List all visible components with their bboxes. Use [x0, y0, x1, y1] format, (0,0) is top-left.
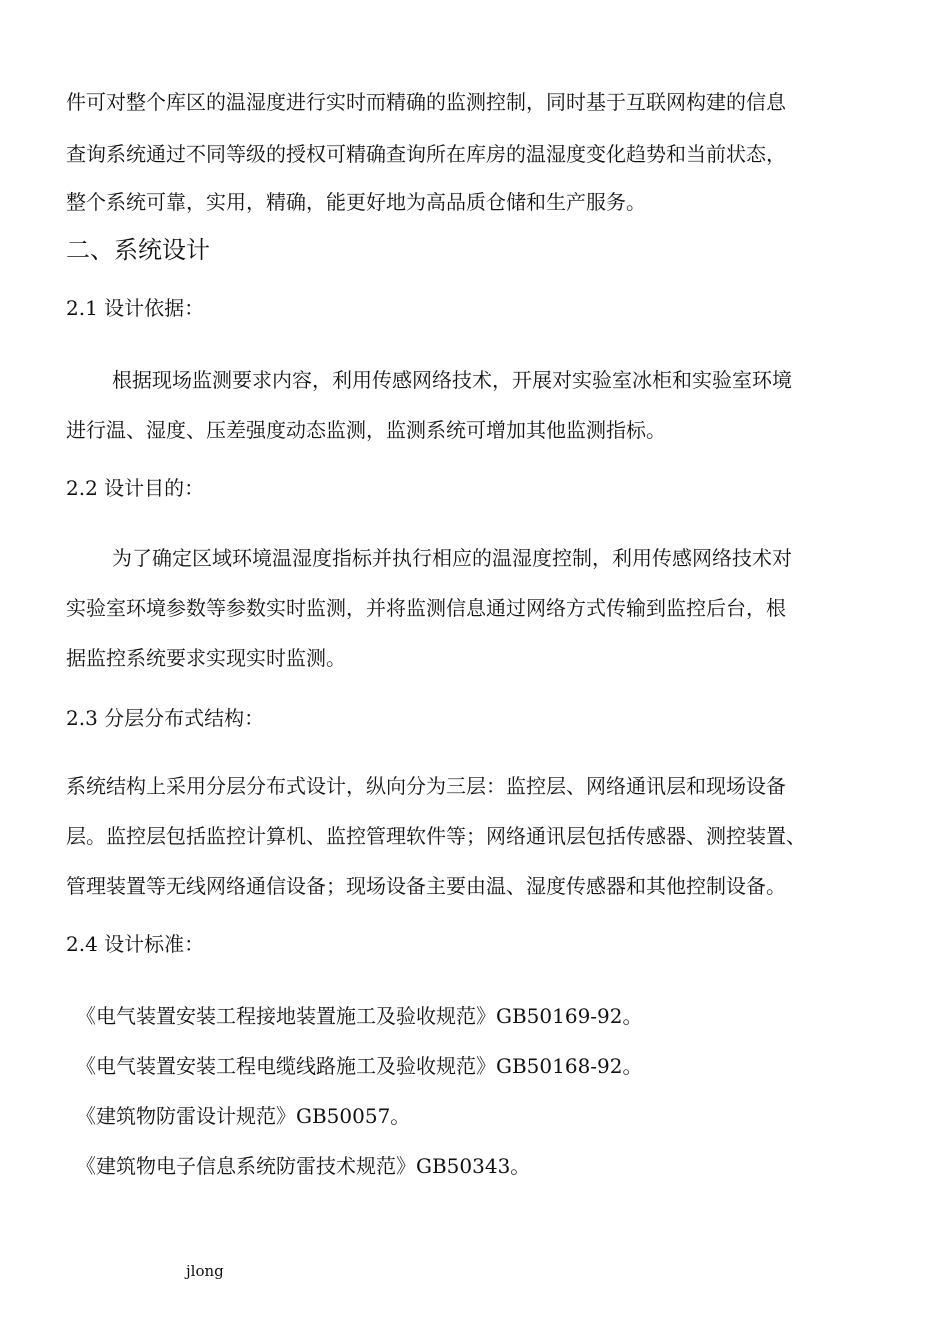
subsection-2-2-line-2: 实验室环境参数等参数实时监测，并将监测信息通过网络方式传输到监控后台，根	[66, 596, 786, 620]
subsection-2-3-line-1: 系统结构上采用分层分布式设计，纵向分为三层：监控层、网络通讯层和现场设备	[66, 774, 786, 798]
standard-item-2: 《电气装置安装工程电缆线路施工及验收规范》GB50168-92。	[76, 1054, 643, 1078]
subsection-2-4-title: 2.4 设计标准：	[66, 932, 205, 956]
subsection-2-2-line-1: 为了确定区域环境温湿度指标并执行相应的温湿度控制，利用传感网络技术对	[112, 546, 792, 570]
intro-line-3: 整个系统可靠，实用，精确，能更好地为高品质仓储和生产服务。	[66, 190, 646, 214]
subsection-2-1-title: 2.1 设计依据：	[66, 296, 205, 320]
subsection-2-1-line-1: 根据现场监测要求内容，利用传感网络技术，开展对实验室冰柜和实验室环境	[112, 368, 792, 392]
subsection-2-1-line-2: 进行温、湿度、压差强度动态监测，监测系统可增加其他监测指标。	[66, 418, 666, 442]
intro-line-2: 查询系统通过不同等级的授权可精确查询所在库房的温湿度变化趋势和当前状态，	[66, 142, 786, 166]
section-title: 二、系统设计	[66, 236, 210, 264]
subsection-2-2-title: 2.2 设计目的：	[66, 476, 205, 500]
intro-line-1: 件可对整个库区的温湿度进行实时而精确的监测控制，同时基于互联网构建的信息	[66, 90, 786, 114]
standard-item-1: 《电气装置安装工程接地装置施工及验收规范》GB50169-92。	[76, 1004, 643, 1028]
standard-item-3: 《建筑物防雷设计规范》GB50057。	[76, 1104, 411, 1128]
page-footer-text: jlong	[186, 1262, 224, 1280]
standard-item-4: 《建筑物电子信息系统防雷技术规范》GB50343。	[76, 1154, 531, 1178]
subsection-2-2-line-3: 据监控系统要求实现实时监测。	[66, 646, 346, 670]
subsection-2-3-line-2: 层。监控层包括监控计算机、监控管理软件等；网络通讯层包括传感器、测控装置、	[66, 824, 806, 848]
subsection-2-3-line-3: 管理装置等无线网络通信设备；现场设备主要由温、湿度传感器和其他控制设备。	[66, 874, 786, 898]
subsection-2-3-title: 2.3 分层分布式结构：	[66, 706, 265, 730]
